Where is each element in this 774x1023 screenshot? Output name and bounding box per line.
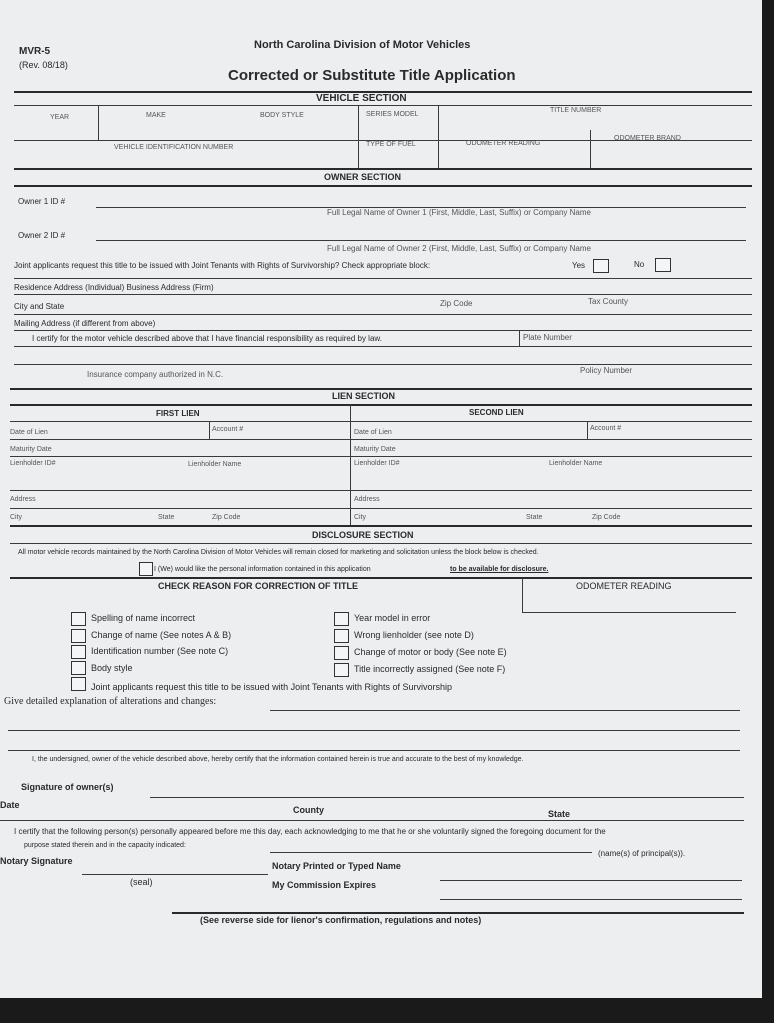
reason-motor-body-checkbox[interactable] bbox=[334, 646, 349, 660]
owner2-id-label: Owner 2 ID # bbox=[18, 231, 66, 240]
form-title: Corrected or Substitute Title Application bbox=[228, 67, 516, 84]
form-id: MVR-5 bbox=[19, 46, 51, 57]
zip-code-label: Zip Code bbox=[440, 299, 473, 308]
notary-purpose-text: purpose stated therein and in the capacity indicated: bbox=[24, 842, 186, 849]
title-number-label: TITLE NUMBER bbox=[550, 107, 602, 114]
owner-certification-text: I, the undersigned, owner of the vehicle described above, hereby certify that the information contained herein is true and accurate to the best of my knowledge. bbox=[32, 756, 524, 763]
commission-expires-label: My Commission Expires bbox=[272, 880, 377, 890]
first-lien-title: FIRST LIEN bbox=[156, 409, 200, 418]
reason-joint-tenants-label: Joint applicants request this title to be issued with Joint Tenants with Rights of Survivorship bbox=[91, 682, 453, 692]
state-label: State bbox=[548, 809, 571, 819]
first-lien-city-label: City bbox=[10, 514, 23, 521]
reason-joint-tenants-checkbox[interactable] bbox=[71, 677, 86, 691]
disclosure-opt-in-text: I (We) would like the personal information contained in this application bbox=[154, 566, 371, 573]
first-lienholder-name-label: Lienholder Name bbox=[188, 461, 242, 468]
second-lien-city-label: City bbox=[354, 514, 367, 521]
second-lien-zip-label: Zip Code bbox=[592, 514, 621, 521]
owner2-name-label: Full Legal Name of Owner 2 (First, Middle, Last, Suffix) or Company Name bbox=[327, 244, 591, 253]
reason-body-style-label: Body style bbox=[91, 663, 133, 673]
reason-wrong-lienholder-checkbox[interactable] bbox=[334, 629, 349, 643]
owner-section-title: OWNER SECTION bbox=[324, 172, 402, 182]
notary-printed-name-line[interactable] bbox=[440, 880, 742, 881]
principal-name-line[interactable] bbox=[270, 852, 592, 853]
joint-no-checkbox[interactable] bbox=[655, 258, 671, 272]
first-lien-address-label: Address bbox=[10, 496, 36, 503]
reason-title-assigned-label: Title incorrectly assigned (See note F) bbox=[354, 664, 506, 674]
policy-number-label: Policy Number bbox=[580, 366, 633, 375]
reason-year-model-checkbox[interactable] bbox=[334, 612, 349, 626]
first-lienholder-id-label: Lienholder ID# bbox=[10, 460, 56, 467]
date-label: Date bbox=[0, 800, 20, 810]
reason-motor-body-label: Change of motor or body (See note E) bbox=[354, 647, 507, 657]
disclosure-opt-in-checkbox[interactable] bbox=[139, 562, 153, 576]
check-reason-title: CHECK REASON FOR CORRECTION OF TITLE bbox=[158, 581, 358, 591]
owner2-field-line[interactable] bbox=[96, 240, 746, 241]
no-label: No bbox=[634, 260, 645, 269]
lien-section-title: LIEN SECTION bbox=[332, 391, 396, 401]
notary-certification-text: I certify that the following person(s) personally appeared before me this day, each acknowledging to me that he or she voluntarily signed the foregoing document for the bbox=[14, 827, 606, 836]
first-lien-account-label: Account # bbox=[212, 426, 244, 433]
odometer-reading-label: ODOMETER READING bbox=[466, 140, 541, 147]
notary-printed-name-label: Notary Printed or Typed Name bbox=[272, 861, 401, 871]
joint-tenancy-question: Joint applicants request this title to be issued with Joint Tenants with Rights of Survivorship? Check appropriate block: bbox=[14, 261, 431, 270]
reason-year-model-label: Year model in error bbox=[354, 613, 431, 623]
agency-name: North Carolina Division of Motor Vehicles bbox=[254, 39, 471, 51]
tax-county-label: Tax County bbox=[588, 297, 629, 306]
series-model-label: SERIES MODEL bbox=[366, 111, 419, 118]
joint-yes-checkbox[interactable] bbox=[593, 259, 609, 273]
reason-spelling-label: Spelling of name incorrect bbox=[91, 613, 196, 623]
make-label: MAKE bbox=[146, 112, 166, 119]
second-lien-address-label: Address bbox=[354, 496, 380, 503]
second-lien-maturity-label: Maturity Date bbox=[354, 446, 396, 453]
plate-number-label: Plate Number bbox=[523, 333, 572, 342]
odometer-reading-box-label: ODOMETER READING bbox=[576, 581, 672, 591]
reason-body-style-checkbox[interactable] bbox=[71, 661, 86, 675]
vehicle-section-title: VEHICLE SECTION bbox=[316, 93, 407, 104]
second-lien-date-label: Date of Lien bbox=[354, 429, 392, 436]
reason-identification-checkbox[interactable] bbox=[71, 645, 86, 659]
disclosure-available-text: to be available for disclosure. bbox=[450, 566, 549, 573]
first-lien-state-label: State bbox=[158, 514, 175, 521]
fuel-type-label: TYPE OF FUEL bbox=[366, 141, 416, 148]
city-state-label: City and State bbox=[14, 302, 65, 311]
owner1-id-label: Owner 1 ID # bbox=[18, 197, 66, 206]
explanation-line-2[interactable] bbox=[8, 730, 740, 731]
insurance-company-label: Insurance company authorized in N.C. bbox=[87, 370, 224, 379]
first-lien-maturity-label: Maturity Date bbox=[10, 446, 52, 453]
second-lienholder-name-label: Lienholder Name bbox=[549, 460, 603, 467]
disclosure-section-title: DISCLOSURE SECTION bbox=[312, 530, 414, 540]
owner-signature-line[interactable] bbox=[150, 797, 744, 798]
reason-title-assigned-checkbox[interactable] bbox=[334, 663, 349, 677]
second-lien-title: SECOND LIEN bbox=[469, 408, 524, 417]
yes-label: Yes bbox=[572, 261, 586, 270]
mailing-address-label: Mailing Address (if different from above) bbox=[14, 319, 156, 328]
year-label: YEAR bbox=[50, 114, 70, 121]
principals-label: (name(s) of principal(s)). bbox=[598, 849, 686, 858]
second-lien-state-label: State bbox=[526, 514, 543, 521]
first-lien-date-label: Date of Lien bbox=[10, 429, 48, 436]
odometer-brand-label: ODOMETER BRAND bbox=[614, 135, 681, 142]
owner-signature-label: Signature of owner(s) bbox=[21, 782, 114, 792]
explanation-label: Give detailed explanation of alterations and changes: bbox=[4, 696, 217, 707]
vin-label: VEHICLE IDENTIFICATION NUMBER bbox=[114, 144, 234, 151]
financial-responsibility-text: I certify for the motor vehicle described above that I have financial responsibility as required by law. bbox=[32, 334, 382, 343]
second-lien-account-label: Account # bbox=[590, 425, 622, 432]
explanation-line-1[interactable] bbox=[270, 710, 740, 711]
disclosure-text: All motor vehicle records maintained by the North Carolina Division of Motor Vehicles will remain closed for marketing and solicitation unless the block below is checked. bbox=[18, 549, 539, 556]
reason-spelling-checkbox[interactable] bbox=[71, 612, 86, 626]
notary-signature-line[interactable] bbox=[82, 874, 268, 875]
reason-identification-label: Identification number (See note C) bbox=[91, 646, 229, 656]
second-lienholder-id-label: Lienholder ID# bbox=[354, 460, 400, 467]
seal-label: (seal) bbox=[130, 877, 153, 887]
county-label: County bbox=[293, 805, 324, 815]
form-revision: (Rev. 08/18) bbox=[19, 60, 68, 70]
notary-signature-label: Notary Signature bbox=[0, 856, 73, 866]
first-lien-zip-label: Zip Code bbox=[212, 514, 241, 521]
commission-expires-line[interactable] bbox=[440, 899, 742, 900]
footer-note: (See reverse side for lienor's confirmation, regulations and notes) bbox=[200, 915, 482, 925]
residence-address-label: Residence Address (Individual) Business Address (Firm) bbox=[14, 283, 214, 292]
owner1-name-label: Full Legal Name of Owner 1 (First, Middle, Last, Suffix) or Company Name bbox=[327, 208, 591, 217]
reason-wrong-lienholder-label: Wrong lienholder (see note D) bbox=[354, 630, 474, 640]
explanation-line-3[interactable] bbox=[8, 750, 740, 751]
reason-name-change-checkbox[interactable] bbox=[71, 629, 86, 643]
body-style-label: BODY STYLE bbox=[260, 112, 304, 119]
reason-name-change-label: Change of name (See notes A & B) bbox=[91, 630, 232, 640]
